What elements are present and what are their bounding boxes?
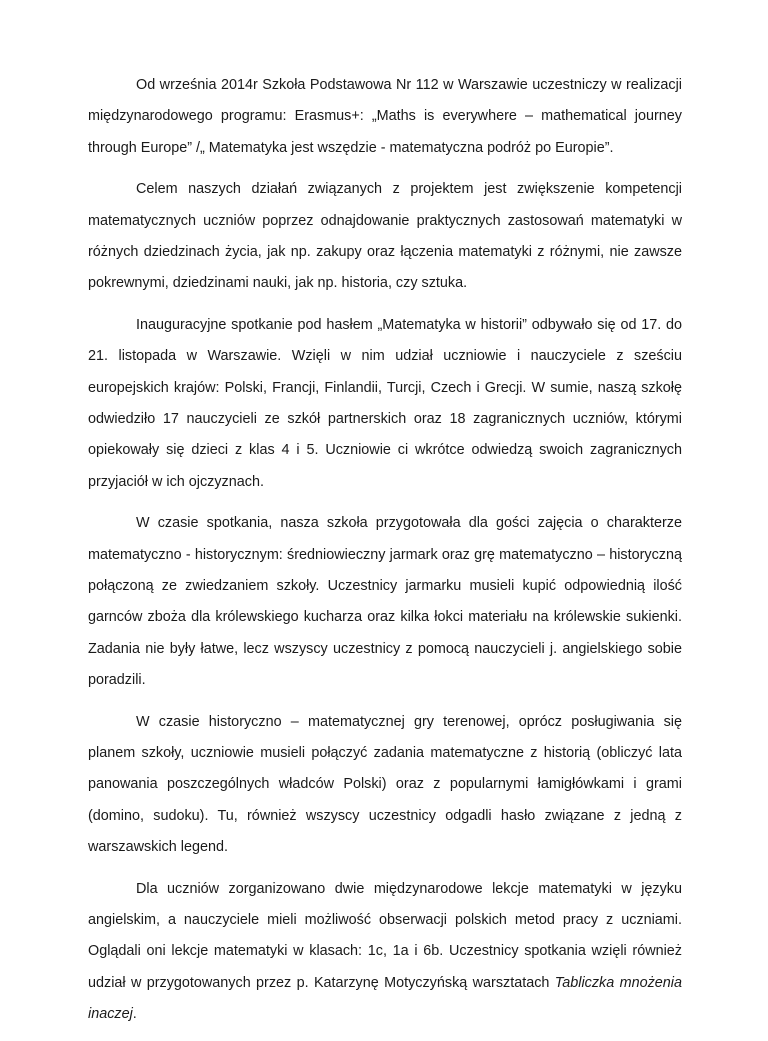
- paragraph-lessons: [88, 874, 682, 1030]
- document-page: [88, 70, 682, 1041]
- paragraph-inaugural-meeting: Inauguracyjne spotkanie pod hasłem „Matematyka w historii” odbywało się od 17. do 21. listopada w Warszawie. Wzięli w nim udział uczniowie i nauczyciele z sześciu europejskich krajów: Polski, Francji, Finlandii, Turcji, Czech i Grecji. W sumie, naszą szkołę odwiedziło 17 nauczycieli ze szkół partnerskich oraz 18 zagranicznych uczniów, którymi opiekowały się dzieci z klas 4 i 5. Uczniowie ci wkrótce odwiedzą swoich zagranicznych przyjaciół w ich ojczyznach.: [88, 317, 682, 490]
- paragraph-field-game: W czasie historyczno – matematycznej gry terenowej, oprócz posługiwania się planem szkoły, uczniowie musieli połączyć zadania matematyczne z historią (obliczyć lata panowania poszczególnych władców Polski) oraz z popularnymi łamigłówkami i grami (domino, sudoku). Tu, również wszyscy uczestnicy odgadli hasło związane z jedną z warszawskich legend.: [88, 713, 682, 855]
- paragraph-intro: Od września 2014r Szkoła Podstawowa Nr 112 w Warszawie uczestniczy w realizacji międzynarodowego programu: Erasmus+: „Maths is everywhere – mathematical journey through Europe” /„ Matematyka jest wszędzie - matematyczna podróż po Europie”.: [88, 77, 682, 156]
- workshop-title: Tabliczka mnożenia inaczej: [88, 974, 682, 1022]
- paragraph-lessons-end: .: [132, 1005, 137, 1022]
- paragraph-lessons-text: Dla uczniów zorganizowano dwie międzynarodowe lekcje matematyki w języku angielskim, a nauczyciele mieli możliwość obserwacji polskich metod pracy z uczniami. Oglądali oni lekcje matematyki w klasach: 1c, 1a i 6b. Uczestnicy spotkania wzięli również udział w przygotowanych przez p. Katarzynę Motyczyńską warsztatach: [88, 880, 682, 991]
- paragraph-activities: W czasie spotkania, nasza szkoła przygotowała dla gości zajęcia o charakterze matematyczno - historycznym: średniowieczny jarmark oraz grę matematyczno – historyczną połączoną ze zwiedzaniem szkoły. Uczestnicy jarmarku musieli kupić odpowiednią ilość garnców zboża dla królewskiego kucharza oraz kilka łokci materiału na królewskie sukienki. Zadania nie były łatwe, lecz wszyscy uczestnicy z pomocą nauczycieli j. angielskiego sobie poradzili.: [88, 515, 682, 688]
- paragraph-goals: Celem naszych działań związanych z projektem jest zwiększenie kompetencji matematycznych uczniów poprzez odnajdowanie praktycznych zastosowań matematyki w różnych dziedzinach życia, jak np. zakupy oraz łączenia matematyki z różnymi, nie zawsze pokrewnymi, dziedzinami nauki, jak np. historia, czy sztuka.: [88, 181, 682, 292]
